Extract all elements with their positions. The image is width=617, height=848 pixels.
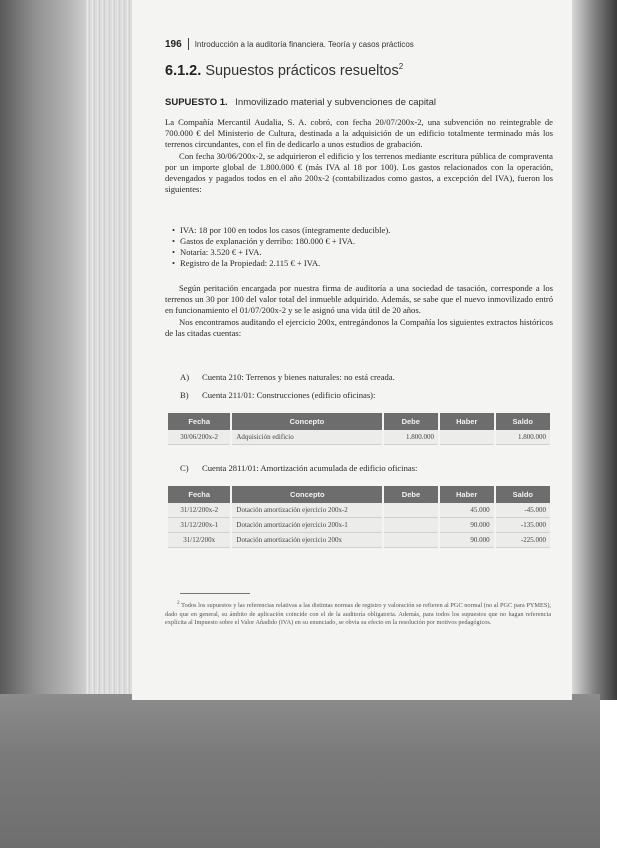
expense-list (172, 225, 390, 269)
section-footnote-ref: 2 (398, 62, 404, 71)
cell-saldo: -135.000 (495, 518, 551, 533)
table-row (168, 518, 551, 533)
cell-fecha: 31/12/200x-1 (168, 518, 231, 533)
account-a-text: Cuenta 210: Terrenos y bienes naturales: no está creada. (202, 372, 395, 382)
cell-concepto: Dotación amortización ejercicio 200x (231, 533, 383, 548)
cell-saldo: 1.800.000 (495, 430, 552, 445)
table-row (168, 533, 551, 548)
ledger-table-construcciones (168, 413, 552, 445)
column-header-debe: Debe (383, 413, 439, 430)
cell-fecha: 31/12/200x-2 (168, 503, 231, 518)
header-divider (188, 38, 189, 50)
account-c-key: C) (180, 463, 189, 473)
account-b-key: B) (180, 390, 189, 400)
column-header-concepto: Concepto (231, 486, 383, 503)
account-b-text: Cuenta 211/01: Construcciones (edificio oficinas): (202, 390, 376, 400)
account-a (180, 372, 395, 382)
footnote-divider (180, 593, 250, 594)
section-number: 6.1.2. (165, 62, 202, 79)
running-head (165, 37, 565, 51)
column-header-saldo: Saldo (495, 413, 552, 430)
column-header-debe: Debe (383, 486, 438, 503)
appraisal-text (165, 283, 553, 339)
account-c-text: Cuenta 2811/01: Amortización acumulada de edificio oficinas: (202, 463, 418, 473)
ledger-table-amortizacion (168, 486, 552, 548)
cell-concepto: Adquisición edificio (231, 430, 382, 445)
list-item: • Notaría: 3.520 € + IVA. (172, 247, 390, 258)
column-header-saldo: Saldo (495, 486, 551, 503)
cell-debe (383, 503, 438, 518)
table-row (168, 503, 551, 518)
cell-haber: 90.000 (439, 533, 495, 548)
list-item: • IVA: 18 por 100 en todos los casos (íntegramente deducible). (172, 225, 390, 236)
cell-haber: 45.000 (439, 503, 495, 518)
column-header-haber: Haber (439, 413, 495, 430)
cell-debe: 1.800.000 (383, 430, 439, 445)
footnote-mark: 2 (177, 600, 180, 606)
page-number: 196 (165, 38, 182, 50)
column-header-fecha: Fecha (168, 486, 231, 503)
section-title: Supuestos prácticos resueltos (205, 62, 399, 79)
footnote-text: Todos los supuestos y las referencias relativas a las distintas normas de registro y valoración se refieren al PGC normal (no al PGC para PYMES), dado que en general, su ámbito de aplicación coincide con el de la auditoría obligatoria. Además, para todos los supuestos que no hagan referencia explícita al Impuesto sobre el Valor Añadido (IVA) en su enunciado, se obvia su efecto en la resolución por motivos pedagógicos. (165, 602, 551, 626)
table-row (168, 430, 551, 445)
scan-background-bottom (0, 694, 600, 848)
cell-fecha: 31/12/200x (168, 533, 231, 548)
book-page-edges (86, 0, 132, 700)
cell-debe (383, 533, 438, 548)
table-header-row (168, 486, 551, 503)
supuesto-heading (165, 97, 565, 108)
book-title: Introducción a la auditoría financiera. Teoría y casos prácticos (194, 39, 414, 49)
cell-fecha: 30/06/200x-2 (168, 430, 231, 445)
list-item: • Registro de la Propiedad: 2.115 € + IVA. (172, 258, 390, 269)
scan-background-right (572, 0, 617, 700)
intro-text (165, 117, 553, 195)
paragraph-2: Con fecha 30/06/200x-2, se adquirieron el edificio y los terrenos mediante escritura pública de compraventa por un importe global de 1.800.000 € (más IVA al 18 por 100). Los gastos relacionados con la operación, devengados y pagados todos en el año 200x-2 (contabilizados como gastos, a excepción del IVA), fueron los siguientes: (165, 150, 553, 195)
paragraph-1: La Compañía Mercantil Audalia, S. A. cobró, con fecha 20/07/200x-2, una subvención no reintegrable de 700.000 € del Ministerio de Cultura, destinada a la adquisición de un edificio totalmente terminado más los terrenos circundantes, con el fin de dedicarlo a unos estudios de grabación. (165, 117, 553, 150)
column-header-concepto: Concepto (231, 413, 382, 430)
account-b (180, 390, 375, 400)
cell-concepto: Dotación amortización ejercicio 200x-1 (231, 518, 383, 533)
column-header-fecha: Fecha (168, 413, 231, 430)
supuesto-title: Inmovilizado material y subvenciones de capital (235, 97, 436, 108)
scan-background-left (0, 0, 86, 700)
list-item: • Gastos de explanación y derribo: 180.000 € + IVA. (172, 236, 390, 247)
paragraph-4: Nos encontramos auditando el ejercicio 200x, entregándonos la Compañía los siguientes extractos históricos de las citadas cuentas: (165, 316, 553, 338)
cell-debe (383, 518, 438, 533)
cell-haber: 90.000 (439, 518, 495, 533)
account-a-key: A) (180, 372, 190, 382)
cell-haber (439, 430, 495, 445)
account-c (180, 463, 417, 473)
section-heading (165, 62, 565, 79)
footnote (165, 599, 551, 627)
cell-concepto: Dotación amortización ejercicio 200x-2 (231, 503, 383, 518)
cell-saldo: -225.000 (495, 533, 551, 548)
supuesto-label: SUPUESTO 1. (165, 97, 228, 108)
cell-saldo: -45.000 (495, 503, 551, 518)
table-header-row (168, 413, 551, 430)
column-header-haber: Haber (439, 486, 495, 503)
paragraph-3: Según peritación encargada por nuestra firma de auditoría a una sociedad de tasación, corresponde a los terrenos un 30 por 100 del valor total del inmueble adquirido. Además, se sabe que el nuevo inmovilizado entró en funcionamiento el 01/07/200x-2 y se le asignó una vida útil de 20 años. (165, 283, 553, 316)
